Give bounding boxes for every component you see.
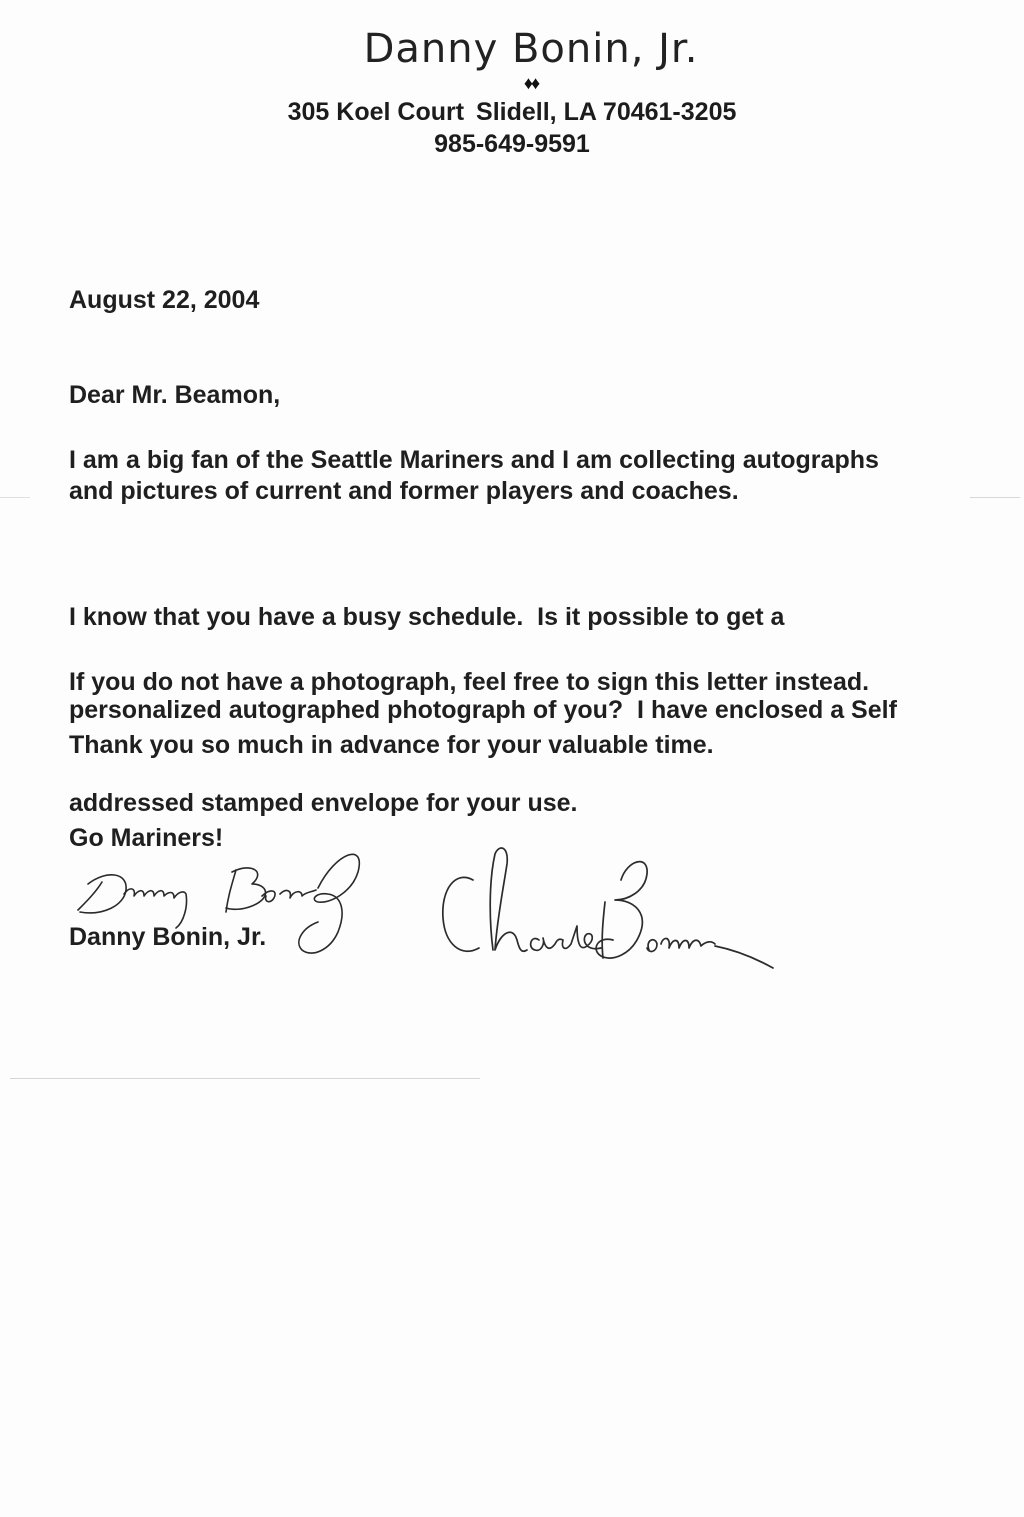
letterhead	[0, 24, 1024, 160]
paragraph-thanks: Thank you so much in advance for your valuable time.	[69, 731, 714, 759]
scan-artifact	[970, 497, 1020, 498]
signer-name: Danny Bonin, Jr.	[69, 923, 267, 951]
paragraph-fan-intro	[69, 445, 879, 507]
paragraph-alternative: If you do not have a photograph, feel free to sign this letter instead.	[69, 668, 870, 696]
letterhead-address	[0, 96, 1024, 128]
paragraph-line: I am a big fan of the Seattle Mariners and I am collecting autographs	[69, 446, 879, 474]
letter-date: August 22, 2004	[69, 286, 260, 314]
paragraph-line: personalized autographed photograph of you? I have enclosed a Self	[69, 696, 897, 724]
letterhead-phone: 985-649-9591	[434, 130, 590, 158]
scan-artifact	[10, 1078, 480, 1079]
scan-artifact	[0, 497, 30, 498]
address-city: Slidell, LA 70461-3205	[476, 98, 737, 126]
paragraph-line: addressed stamped envelope for your use.	[69, 789, 578, 817]
salutation: Dear Mr. Beamon,	[69, 381, 281, 409]
address-street: 305 Koel Court	[287, 98, 465, 126]
diamond-ornament-icon: ♦♦	[523, 73, 539, 93]
sender-signature	[66, 832, 366, 967]
paragraph-line: and pictures of current and former players and coaches.	[69, 477, 739, 505]
recipient-autograph	[435, 840, 780, 985]
closing: Go Mariners!	[69, 824, 224, 852]
paragraph-line: I know that you have a busy schedule. Is it possible to get a	[69, 603, 785, 631]
letterhead-name: Danny Bonin, Jr.	[363, 26, 699, 72]
